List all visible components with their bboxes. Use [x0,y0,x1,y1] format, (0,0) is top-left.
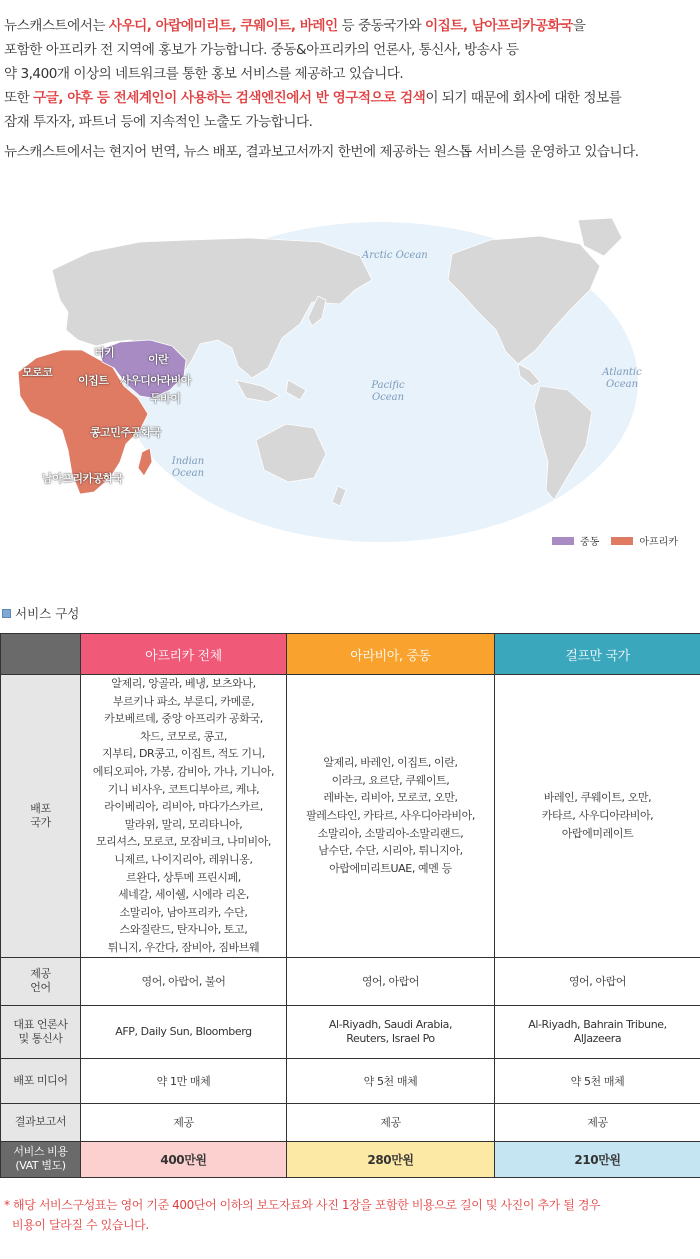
madagascar [138,448,152,476]
price-arabia: 280만원 [287,1141,495,1177]
report-africa: 제공 [81,1103,287,1141]
section-title: 서비스 구성 [2,604,79,622]
table-row-report [1,1103,700,1141]
label-congo: 콩고민주공화국 [90,426,161,439]
header-gulf: 걸프만 국가 [495,634,700,675]
report-gulf: 제공 [495,1103,700,1141]
row-label-countries: 배포 국가 [1,675,81,958]
atlantic-ocean-label: Atlantic Ocean [602,367,642,390]
label-saudi: 사우디아라비아 [120,374,191,387]
media-africa: AFP, Daily Sun, Bloomberg [81,1005,287,1058]
row-label-media: 대표 언론사 및 통신사 [1,1005,81,1058]
table-row-countries [1,675,700,958]
media-gulf: Al-Riyadh, Bahrain Tribune, AlJazeera [495,1005,700,1058]
price-gulf: 210만원 [495,1141,700,1177]
table-header-row [1,634,700,675]
indian-ocean-label: Indian Ocean [171,456,205,479]
label-south-africa: 남아프리카공화국 [42,472,124,485]
legend-swatch-middle-east [552,537,574,545]
intro-line-2: 포함한 아프리카 전 지역에 홍보가 가능합니다. 중동&아프리카의 언론사, 통신사, 방송사 등 [4,42,519,58]
table-corner-cell [1,634,81,675]
square-bullet-icon [2,609,11,618]
footnote-line-1: * 해당 서비스구성표는 영어 기준 400단어 이하의 보도자료와 사진 1장을 포함한 비용으로 길이 및 사진이 추가 될 경우 [4,1198,601,1212]
language-arabia: 영어, 아랍어 [287,957,495,1005]
intro-text [4,14,696,164]
intro-line-6: 뉴스캐스트에서는 현지어 번역, 뉴스 배포, 결과보고서까지 한번에 제공하는 원스톱 서비스를 운영하고 있습니다. [4,144,639,160]
row-label-language: 제공 언어 [1,957,81,1005]
table-row-price [1,1141,700,1177]
world-map [0,200,700,560]
media-arabia: Al-Riyadh, Saudi Arabia, Reuters, Israel Po [287,1005,495,1058]
label-egypt: 이집트 [78,374,109,387]
header-africa: 아프리카 전체 [81,634,287,675]
language-africa: 영어, 아랍어, 불어 [81,957,287,1005]
legend-label-africa: 아프리카 [639,537,678,548]
intro-line-4: 또한 구글, 야후 등 전세계인이 사용하는 검색엔진에서 반 영구적으로 검색이 되기 때문에 회사에 대한 정보를 [4,90,622,106]
arctic-ocean-label: Arctic Ocean [362,250,428,261]
row-label-report: 결과보고서 [1,1103,81,1141]
row-label-distribution: 배포 미디어 [1,1058,81,1103]
report-arabia: 제공 [287,1103,495,1141]
table-row-language [1,957,700,1005]
map-legend [552,533,678,548]
footnote [4,1195,600,1235]
highlight-africa: 이집트, 남아프리카공화국 [424,18,573,34]
dist-arabia: 약 5천 매체 [287,1058,495,1103]
legend-swatch-africa [611,537,633,545]
label-turkey: 터키 [94,346,115,359]
dist-gulf: 약 5천 매체 [495,1058,700,1103]
intro-line-1: 뉴스캐스트에서는 사우디, 아랍에미리트, 쿠웨이트, 바레인 등 중동국가와 이집트, 남아프리카공화국을 [4,18,586,34]
countries-gulf: 바레인, 쿠웨이트, 오만, 카타르, 사우디아라비아, 아랍에미레이트 [495,675,700,958]
highlight-search: 구글, 야후 등 전세계인이 사용하는 검색엔진에서 반 영구적으로 검색 [33,90,426,106]
table-row-media [1,1005,700,1058]
highlight-middle-east: 사우디, 아랍에미리트, 쿠웨이트, 바레인 [108,18,338,34]
pacific-ocean-label: Pacific Ocean [371,380,405,403]
footnote-line-2: 비용이 달라질 수 있습니다. [12,1218,149,1232]
service-table [0,633,700,1178]
price-africa: 400만원 [81,1141,287,1177]
table-row-distribution [1,1058,700,1103]
intro-line-5: 잠재 투자자, 파트너 등에 지속적인 노출도 가능합니다. [4,114,313,130]
language-gulf: 영어, 아랍어 [495,957,700,1005]
countries-arabia: 알제리, 바레인, 이집트, 이란, 이라크, 요르단, 쿠웨이트, 레바논, 리비아, 모로코, 오만, 팔레스타인, 카타르, 사우디아라비아, 소말리아, 소말리아-소말리랜드, 남수단, 수단, 시리아, 튀니지아, 아랍에미리트UAE, 예멘 등 [287,675,495,958]
label-dubai: 두바이 [150,392,181,405]
label-iran: 이란 [148,353,169,366]
header-arabia: 아라비아, 중동 [287,634,495,675]
countries-africa: 알제리, 앙골라, 베냉, 보츠와나, 부르키나 파소, 부룬디, 카메룬, 카보베르데, 중앙 아프리카 공화국, 차드, 코모로, 콩고, 지부티, DR콩고, 이집트, 적도 기니, 에티오피아, 가봉, 감비아, 가나, 기니아, 기니 비사우, 코트디부아르, 케냐, 라이베리아, 리비아, 마다가스카르, 말라위, 말리, 모리타니아, 모리셔스, 모로코, 모잠비크, 나미비아, 니제르, 나이지리아, 레위니옹, 르완다, 상투메 프린시페, 세네갈, 세이쉘, 시에라 리온, 소말리아, 남아프리카, 수단, 스와질란드, 탄자니아, 토고, 튀니지, 우간다, 잠비아, 짐바브웨 [81,675,287,958]
intro-line-3: 약 3,400개 이상의 네트워크를 통한 홍보 서비스를 제공하고 있습니다. [4,66,404,82]
legend-label-middle-east: 중동 [580,537,600,548]
label-morocco: 모로코 [22,366,53,379]
dist-africa: 약 1만 매체 [81,1058,287,1103]
row-label-price: 서비스 비용 (VAT 별도) [1,1141,81,1177]
